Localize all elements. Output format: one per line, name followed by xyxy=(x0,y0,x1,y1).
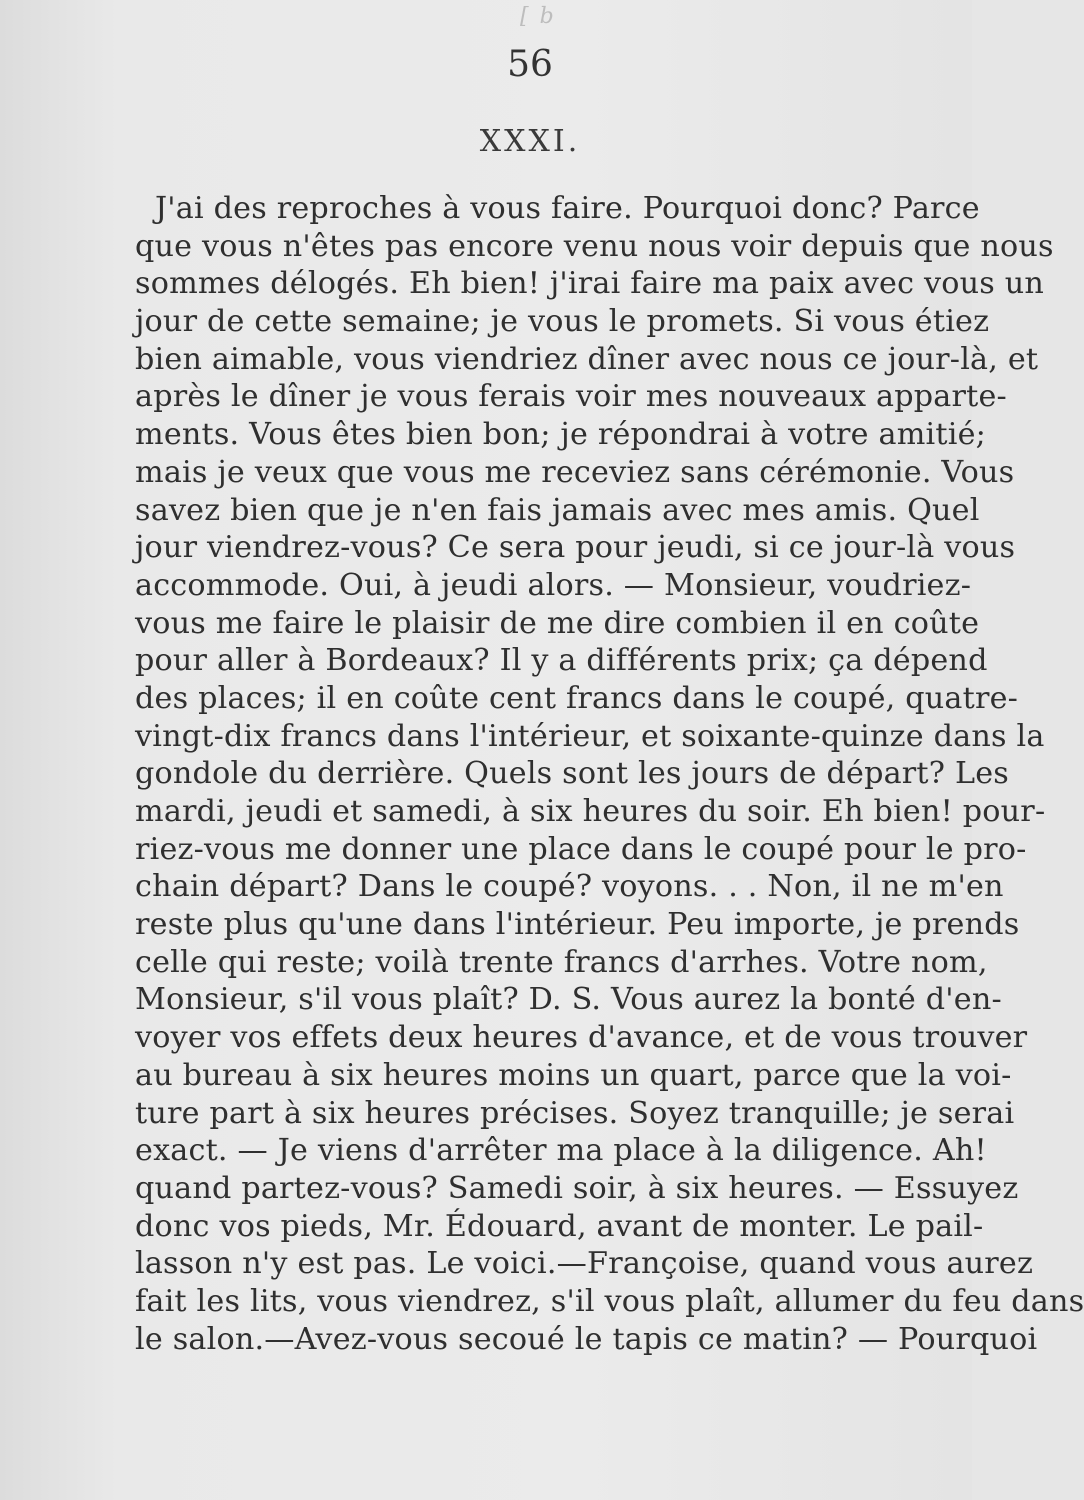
text-line: mais je veux que vous me receviez sans cérémonie. Vous xyxy=(135,454,1015,490)
chapter-heading: XXXI. xyxy=(479,124,581,159)
text-line: savez bien que je n'en fais jamais avec mes amis. Quel xyxy=(135,492,980,528)
text-line: ture part à six heures précises. Soyez tranquille; je serai xyxy=(135,1095,1015,1131)
text-line: fait les lits, vous viendrez, s'il vous plaît, allumer du feu dans xyxy=(135,1283,1084,1319)
text-line: au bureau à six heures moins un quart, parce que la voi- xyxy=(135,1057,1012,1093)
text-line: J'ai des reproches à vous faire. Pourquoi donc? Parce xyxy=(155,191,980,226)
text-line: pour aller à Bordeaux? Il y a différents prix; ça dépend xyxy=(135,643,988,679)
text-line: accommode. Oui, à jeudi alors. — Monsieur, voudriez- xyxy=(135,567,972,603)
text-line: chain départ? Dans le coupé? voyons. . . Non, il ne m'en xyxy=(135,869,1004,905)
body-text xyxy=(135,190,1084,1358)
text-line: ments. Vous êtes bien bon; je répondrai à votre amitié; xyxy=(135,417,987,453)
text-line: sommes délogés. Eh bien! j'irai faire ma paix avec vous un xyxy=(135,266,1045,302)
text-line: le salon.—Avez-vous secoué le tapis ce matin? — Pourquoi xyxy=(135,1321,1038,1357)
text-line: voyer vos effets deux heures d'avance, et de vous trouver xyxy=(135,1020,1028,1056)
text-line: exact. — Je viens d'arrêter ma place à la diligence. Ah! xyxy=(135,1133,987,1169)
text-line: des places; il en coûte cent francs dans le coupé, quatre- xyxy=(135,680,1019,716)
text-line: jour viendrez-vous? Ce sera pour jeudi, si ce jour-là vous xyxy=(135,530,1016,566)
text-line: bien aimable, vous viendriez dîner avec nous ce jour-là, et xyxy=(135,341,1039,377)
text-line: jour de cette semaine; je vous le promets. Si vous étiez xyxy=(135,304,990,340)
text-line: Monsieur, s'il vous plaît? D. S. Vous aurez la bonté d'en- xyxy=(135,982,1002,1018)
text-line: vingt-dix francs dans l'intérieur, et soixante-quinze dans la xyxy=(135,718,1045,754)
text-line: donc vos pieds, Mr. Édouard, avant de monter. Le pail- xyxy=(135,1208,984,1244)
text-line: riez-vous me donner une place dans le coupé pour le pro- xyxy=(135,831,1027,867)
text-line: celle qui reste; voilà trente francs d'arrhes. Votre nom, xyxy=(135,944,988,980)
text-line: que vous n'êtes pas encore venu nous voir depuis que nous xyxy=(135,228,1054,264)
text-line: après le dîner je vous ferais voir mes nouveaux apparte- xyxy=(135,379,1007,415)
text-line: mardi, jeudi et samedi, à six heures du soir. Eh bien! pour- xyxy=(135,794,1046,829)
text-line: reste plus qu'une dans l'intérieur. Peu importe, je prends xyxy=(135,907,1020,943)
top-margin-mark: [ b xyxy=(520,4,556,29)
text-line: gondole du derrière. Quels sont les jours de départ? Les xyxy=(135,756,1009,792)
page-number: 56 xyxy=(507,44,553,85)
text-line: quand partez-vous? Samedi soir, à six heures. — Essuyez xyxy=(135,1170,1019,1206)
text-line: lasson n'y est pas. Le voici.—Françoise, quand vous aurez xyxy=(135,1246,1034,1282)
text-line: vous me faire le plaisir de me dire combien il en coûte xyxy=(135,605,980,641)
